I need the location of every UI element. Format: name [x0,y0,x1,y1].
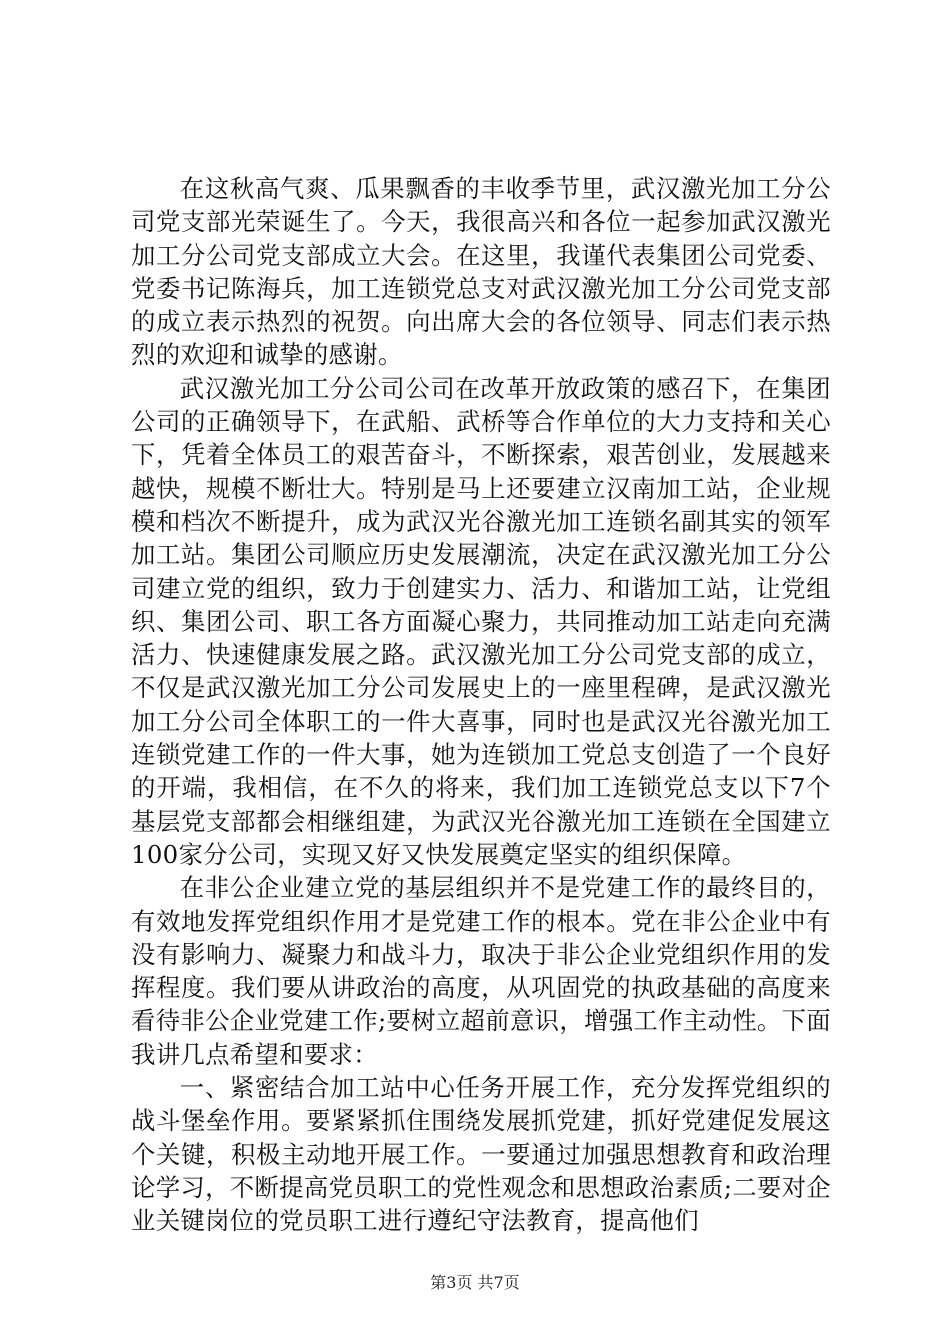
paragraph-4: 一、紧密结合加工站中心任务开展工作，充分发挥党组织的战斗堡垒作用。要紧紧抓住围绕发展抓党建，抓好党建促发展这个关键，积极主动地开展工作。一要通过加强思想教育和政治理论学习，不断提高党员职工的党性观念和思想政治素质;二要对企业关键岗位的党员职工进行遵纪守法教育，提高他们 [131,1073,831,1236]
paragraph-2: 武汉激光加工分公司公司在改革开放政策的感召下，在集团公司的正确领导下，在武船、武桥等合作单位的大力支持和关心下，凭着全体员工的艰苦奋斗，不断探索，艰苦创业，发展越来越快，规模不断壮大。特别是马上还要建立汉南加工站，企业规模和档次不断提升，成为武汉光谷激光加工连锁名副其实的领军加工站。集团公司顺应历史发展潮流，决定在武汉激光加工分公司建立党的组织，致力于创建实力、活力、和谐加工站，让党组织、集团公司、职工各方面凝心聚力，共同推动加工站走向充满活力、快速健康发展之路。武汉激光加工分公司党支部的成立，不仅是武汉激光加工分公司发展史上的一座里程碑，是武汉激光加工分公司全体职工的一件大喜事，同时也是武汉光谷激光加工连锁党建工作的一件大事，她为连锁加工党总支创造了一个良好的开端，我相信，在不久的将来，我们加工连锁党总支以下7个基层党支部都会相继组建，为武汉光谷激光加工连锁在全国建立100家分公司，实现又好又快发展奠定坚实的组织保障。 [131,373,831,869]
page-footer: 第3页 共7页 [430,1273,520,1292]
paragraph-1: 在这秋高气爽、瓜果飘香的丰收季节里，武汉激光加工分公司党支部光荣诞生了。今天，我很高兴和各位一起参加武汉激光加工分公司党支部成立大会。在这里，我谨代表集团公司党委、党委书记陈海兵，加工连锁党总支对武汉激光加工分公司党支部的成立表示热烈的祝贺。向出席大会的各位领导、同志们表示热烈的欢迎和诚挚的感谢。 [131,174,831,370]
paragraph-3: 在非公企业建立党的基层组织并不是党建工作的最终目的，有效地发挥党组织作用才是党建工作的根本。党在非公企业中有没有影响力、凝聚力和战斗力，取决于非公企业党组织作用的发挥程度。我们要从讲政治的高度，从巩固党的执政基础的高度来看待非公企业党建工作;要树立超前意识，增强工作主动性。下面我讲几点希望和要求： [131,873,831,1069]
body-text [131,172,831,1238]
